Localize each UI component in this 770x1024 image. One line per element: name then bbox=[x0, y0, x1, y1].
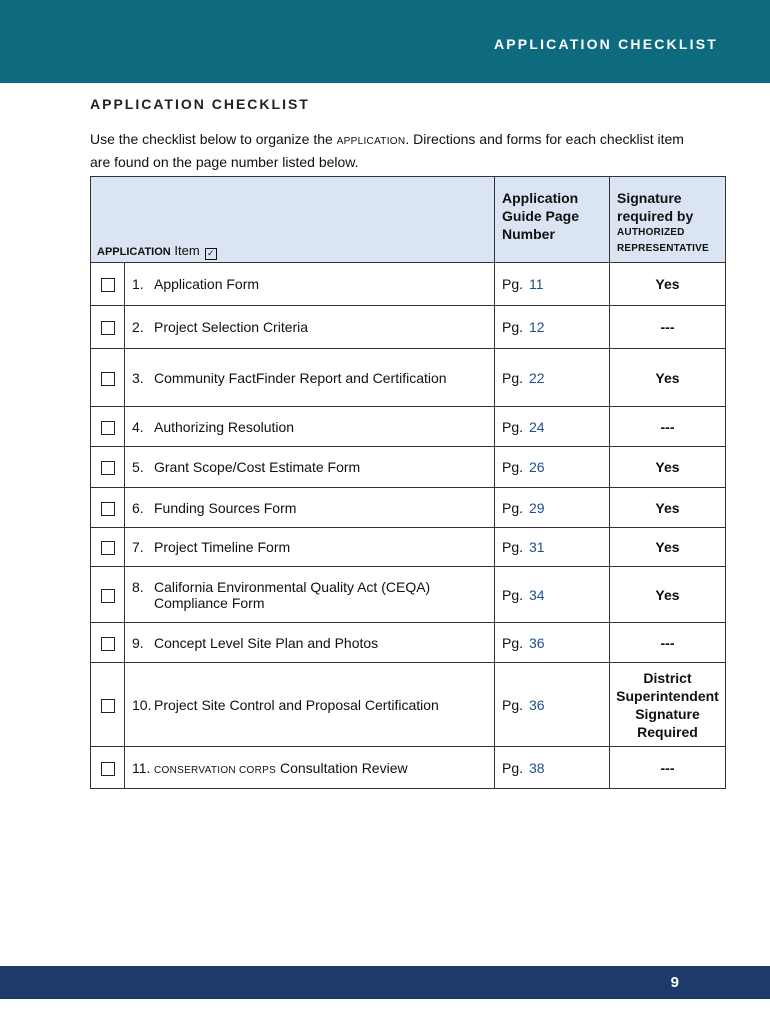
table-row bbox=[91, 447, 726, 488]
item-cell bbox=[125, 447, 495, 488]
item-checkbox[interactable] bbox=[101, 372, 115, 386]
item-cell bbox=[125, 349, 495, 407]
signature-required-value: Yes bbox=[610, 528, 726, 567]
table-row bbox=[91, 306, 726, 349]
table-row bbox=[91, 567, 726, 623]
signature-required-value: Yes bbox=[610, 488, 726, 528]
item-description bbox=[154, 276, 472, 292]
header-item-label: Item bbox=[170, 243, 200, 258]
header-signature-representative: REPRESENTATIVE bbox=[617, 243, 709, 254]
item-checkbox[interactable] bbox=[101, 637, 115, 651]
banner-title: APPLICATION CHECKLIST bbox=[493, 36, 718, 52]
page-link[interactable]: 12 bbox=[529, 319, 545, 335]
header-signature-column bbox=[610, 177, 726, 263]
table-row bbox=[91, 349, 726, 407]
page-cell bbox=[495, 567, 610, 623]
item-checkbox[interactable] bbox=[101, 461, 115, 475]
item-text: Concept Level Site Plan and Photos bbox=[154, 634, 379, 651]
item-cell bbox=[125, 263, 495, 306]
item-description bbox=[154, 697, 472, 713]
item-smallcaps-term: CONSERVATION CORPS bbox=[154, 764, 277, 776]
item-checkbox[interactable] bbox=[101, 278, 115, 292]
checkbox-cell bbox=[91, 528, 125, 567]
page-cell bbox=[495, 747, 610, 789]
page-cell bbox=[495, 306, 610, 349]
checklist-table bbox=[90, 176, 726, 789]
item-number: 10. bbox=[132, 696, 152, 713]
item-description bbox=[154, 579, 472, 611]
item-cell bbox=[125, 306, 495, 349]
item-text: Project Site Control and Proposal Certification bbox=[154, 696, 439, 713]
signature-required-value: --- bbox=[610, 623, 726, 663]
signature-required-value: --- bbox=[610, 306, 726, 349]
intro-text-end: . Directions and forms for each checklist item are found on the page number listed below. bbox=[90, 131, 684, 170]
page-prefix: Pg. bbox=[502, 499, 524, 516]
page-prefix: Pg. bbox=[502, 759, 524, 776]
signature-required-value: --- bbox=[610, 407, 726, 447]
footer-banner bbox=[0, 966, 770, 999]
checkbox-cell bbox=[91, 488, 125, 528]
item-checkbox[interactable] bbox=[101, 541, 115, 555]
table-row bbox=[91, 663, 726, 747]
item-description bbox=[154, 635, 472, 651]
item-text: California Environmental Quality Act (CEQA) Compliance Form bbox=[154, 578, 431, 611]
page-cell bbox=[495, 488, 610, 528]
checkbox-cell bbox=[91, 447, 125, 488]
header-signature-authorized: AUTHORIZED bbox=[617, 227, 685, 238]
page-link[interactable]: 29 bbox=[529, 499, 545, 516]
intro-text-start: Use the checklist below to organize the bbox=[90, 131, 337, 147]
signature-required-value: Yes bbox=[610, 567, 726, 623]
page-prefix: Pg. bbox=[502, 319, 524, 335]
page-link[interactable]: 36 bbox=[529, 696, 545, 713]
page-prefix: Pg. bbox=[502, 696, 524, 713]
item-number: 2. bbox=[132, 319, 144, 335]
page-prefix: Pg. bbox=[502, 539, 524, 555]
signature-required-value: Yes bbox=[610, 263, 726, 306]
item-checkbox[interactable] bbox=[101, 321, 115, 335]
table-row bbox=[91, 528, 726, 567]
item-cell bbox=[125, 623, 495, 663]
header-item-smallcaps: APPLICATION bbox=[97, 246, 171, 258]
checkbox-cell bbox=[91, 306, 125, 349]
item-text: Grant Scope/Cost Estimate Form bbox=[154, 459, 361, 475]
page-link[interactable]: 31 bbox=[529, 539, 545, 555]
item-cell bbox=[125, 407, 495, 447]
item-text: Application Form bbox=[154, 276, 260, 292]
item-checkbox[interactable] bbox=[101, 699, 115, 713]
item-cell bbox=[125, 663, 495, 747]
item-description bbox=[154, 500, 472, 516]
item-number: 5. bbox=[132, 459, 144, 475]
page-cell bbox=[495, 407, 610, 447]
item-description bbox=[154, 760, 472, 776]
item-description bbox=[154, 539, 472, 555]
item-text: Project Timeline Form bbox=[154, 539, 291, 555]
table-header-row bbox=[91, 177, 726, 263]
item-text: Project Selection Criteria bbox=[154, 319, 309, 335]
checkbox-cell bbox=[91, 349, 125, 407]
item-text: Authorizing Resolution bbox=[154, 418, 295, 435]
item-number: 7. bbox=[132, 539, 144, 555]
item-number: 11. bbox=[132, 759, 151, 776]
signature-required-value: Yes bbox=[610, 349, 726, 407]
signature-required-value: Yes bbox=[610, 447, 726, 488]
section-heading: APPLICATION CHECKLIST bbox=[90, 96, 310, 112]
item-description bbox=[154, 319, 472, 335]
checkbox-cell bbox=[91, 623, 125, 663]
page-link[interactable]: 26 bbox=[529, 459, 545, 475]
page-link[interactable]: 22 bbox=[529, 369, 545, 386]
signature-required-value: --- bbox=[610, 747, 726, 789]
checkbox-cell bbox=[91, 567, 125, 623]
table-row bbox=[91, 263, 726, 306]
signature-required-value: District Superintendent Signature Required bbox=[610, 663, 726, 747]
page-link[interactable]: 24 bbox=[529, 418, 545, 435]
item-checkbox[interactable] bbox=[101, 589, 115, 603]
page-cell bbox=[495, 663, 610, 747]
checkbox-cell bbox=[91, 747, 125, 789]
table-row bbox=[91, 623, 726, 663]
intro-paragraph bbox=[90, 129, 690, 172]
page-number: 9 bbox=[670, 974, 679, 991]
item-checkbox[interactable] bbox=[101, 421, 115, 435]
item-cell bbox=[125, 567, 495, 623]
table-row bbox=[91, 407, 726, 447]
header-signature-label: Signature required by bbox=[617, 190, 694, 224]
item-text: Funding Sources Form bbox=[154, 499, 297, 516]
item-cell bbox=[125, 747, 495, 789]
item-description bbox=[154, 459, 472, 475]
table-row bbox=[91, 488, 726, 528]
item-cell bbox=[125, 488, 495, 528]
page-cell bbox=[495, 528, 610, 567]
header-guide-page-column: Application Guide Page Number bbox=[495, 177, 610, 263]
item-number: 1. bbox=[132, 276, 144, 292]
page-prefix: Pg. bbox=[502, 459, 524, 475]
checkbox-checked-icon: ✓ bbox=[205, 248, 217, 260]
page-link[interactable]: 36 bbox=[529, 634, 545, 651]
page-prefix: Pg. bbox=[502, 634, 524, 651]
intro-application-term: APPLICATION bbox=[336, 136, 406, 147]
item-checkbox[interactable] bbox=[101, 502, 115, 516]
page-prefix: Pg. bbox=[502, 276, 524, 292]
item-cell bbox=[125, 528, 495, 567]
item-text: Community FactFinder Report and Certification bbox=[154, 369, 447, 386]
page-prefix: Pg. bbox=[502, 418, 524, 435]
page-prefix: Pg. bbox=[502, 369, 524, 386]
item-number: 9. bbox=[132, 634, 144, 651]
page-link[interactable]: 11 bbox=[529, 276, 544, 292]
item-number: 6. bbox=[132, 499, 144, 516]
item-number: 8. bbox=[132, 578, 144, 595]
page-link[interactable]: 34 bbox=[529, 586, 545, 603]
checkbox-cell bbox=[91, 263, 125, 306]
item-number: 3. bbox=[132, 369, 144, 386]
page-prefix: Pg. bbox=[502, 586, 524, 603]
page-cell bbox=[495, 263, 610, 306]
item-text: Consultation Review bbox=[279, 759, 408, 776]
item-description bbox=[154, 419, 472, 435]
page-cell bbox=[495, 447, 610, 488]
item-checkbox[interactable] bbox=[101, 762, 115, 776]
page-cell bbox=[495, 623, 610, 663]
checkbox-cell bbox=[91, 663, 125, 747]
header-item-column bbox=[91, 177, 495, 263]
page-cell bbox=[495, 349, 610, 407]
page-link[interactable]: 38 bbox=[529, 759, 545, 776]
item-description bbox=[154, 370, 472, 386]
checkbox-cell bbox=[91, 407, 125, 447]
item-number: 4. bbox=[132, 418, 144, 435]
table-row bbox=[91, 747, 726, 789]
